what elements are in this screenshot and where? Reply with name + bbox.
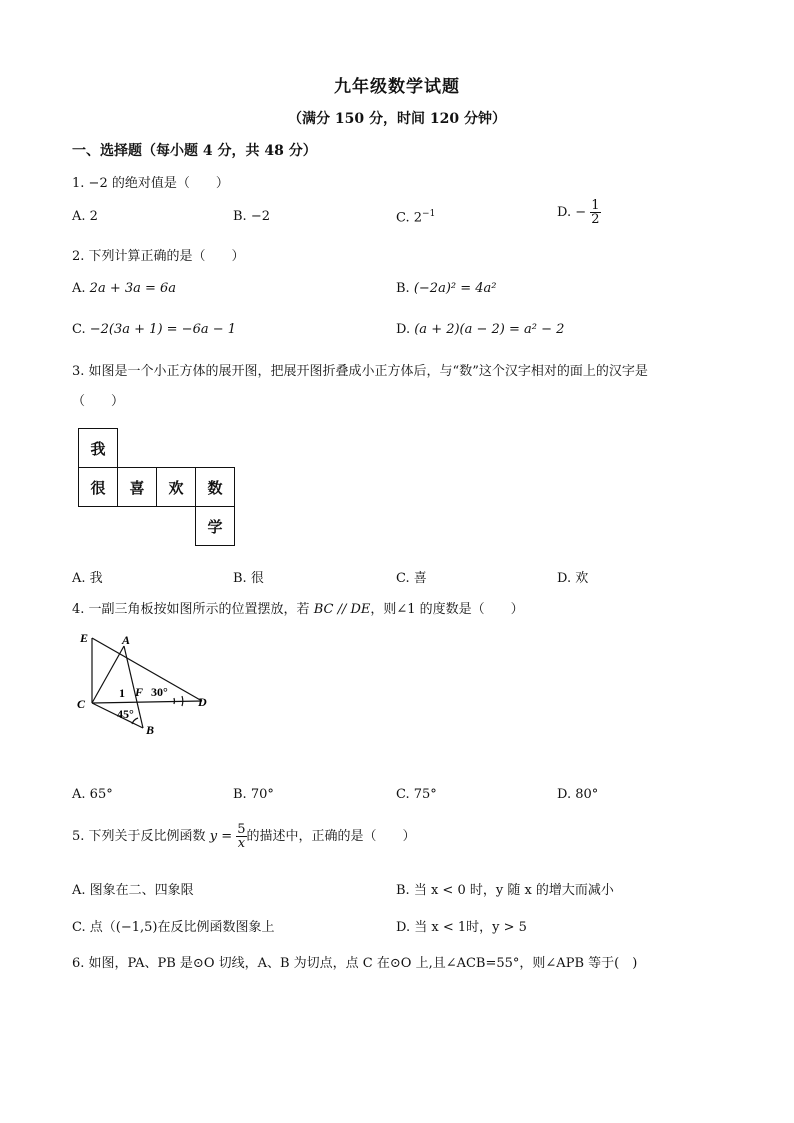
option-label: A. <box>72 209 86 224</box>
numerator: 5 <box>237 822 246 837</box>
option-text: 我 <box>89 571 103 586</box>
net-cell-3: 喜 <box>117 467 157 507</box>
q4-option-b <box>233 787 274 802</box>
q2-text: 下列计算正确的是（ ） <box>88 249 245 264</box>
option-text: 欢 <box>575 571 589 586</box>
q1-option-c <box>396 209 435 225</box>
q5-option-a <box>72 879 194 898</box>
q2-option-b <box>396 281 497 296</box>
label-45deg: 45° <box>117 707 134 721</box>
option-label: A. <box>72 883 86 898</box>
q3-text: 如图是一个小正方体的展开图，把展开图折叠成小正方体后，与“数”这个汉字相对的面上的汉字是 <box>88 364 648 379</box>
q4-number: 4. <box>72 602 85 617</box>
q2-option-d <box>396 322 564 337</box>
label-a: A <box>122 633 131 647</box>
page-subtitle: （满分 150 分，时间 120 分钟） <box>288 111 506 127</box>
option-text: 2 <box>413 210 423 226</box>
q2-option-a <box>72 281 176 296</box>
label-c: C <box>77 697 86 711</box>
denominator: 2 <box>591 212 600 227</box>
page-title: 九年级数学试题 <box>334 77 460 97</box>
q5-stem <box>72 823 416 850</box>
line-cd <box>92 701 202 703</box>
option-text: 图象在二、四象限 <box>89 883 194 898</box>
q3-option-c <box>396 567 427 586</box>
net-cell-6: 学 <box>195 506 235 546</box>
option-text: −2(3a + 1) = −6a − 1 <box>89 322 237 337</box>
option-text: 点（(−1,5)在反比例函数图象上 <box>89 920 275 935</box>
option-text: 喜 <box>413 571 427 586</box>
q4-text-post: ，则∠1 的度数是（ ） <box>370 602 524 617</box>
net-cell-5: 数 <box>195 467 235 507</box>
q5-fraction <box>236 823 246 850</box>
label-f: F <box>135 685 144 699</box>
net-cell-4: 欢 <box>156 467 196 507</box>
q3-blank: （ ） <box>72 394 125 409</box>
option-label: B. <box>233 571 247 586</box>
q4-text-math: BC // DE <box>313 602 371 617</box>
option-label: C. <box>396 787 410 802</box>
numerator: 1 <box>591 198 600 213</box>
q1-stem <box>72 172 229 191</box>
option-text: (a + 2)(a − 2) = a² − 2 <box>414 322 565 337</box>
option-label: B. <box>396 281 410 296</box>
option-text: 2a + 3a = 6a <box>89 281 177 296</box>
q4-stem <box>72 598 524 617</box>
q3-number: 3. <box>72 364 85 379</box>
label-d: D <box>198 695 207 709</box>
option-text: 75° <box>413 787 437 802</box>
q3-option-d <box>557 567 588 586</box>
option-label: B. <box>396 883 410 898</box>
q6-text: 如图，PA、PB 是⊙O 切线，A、B 为切点，点 C 在⊙O 上,且∠ACB=55°，则∠APB 等于( ) <box>88 956 638 971</box>
q4-option-a <box>72 787 113 802</box>
q5-number: 5. <box>72 829 85 844</box>
q5-option-b <box>396 879 614 898</box>
q3-stem <box>72 360 648 379</box>
option-text: −2 <box>250 209 270 224</box>
section-heading: 一、选择题（每小题 4 分，共 48 分） <box>72 143 317 159</box>
q1-option-a <box>72 209 98 224</box>
net-cell-2: 很 <box>78 467 118 507</box>
label-b: B <box>146 723 155 737</box>
option-label: C. <box>72 322 86 337</box>
q2-number: 2. <box>72 249 85 264</box>
option-label: A. <box>72 787 86 802</box>
q1-text: −2 的绝对值是（ ） <box>88 176 229 191</box>
fraction <box>590 199 600 226</box>
option-label: D. <box>557 787 572 802</box>
q5-equals: = <box>221 829 233 844</box>
denominator: x <box>237 836 246 851</box>
minus-sign: − <box>575 205 587 220</box>
option-text: 当 x < 0 时，y 随 x 的增大而减小 <box>413 883 614 898</box>
option-label: C. <box>396 571 410 586</box>
option-text: (−2a)² = 4a² <box>413 281 497 296</box>
option-text: 70° <box>250 787 274 802</box>
q3-option-a <box>72 567 103 586</box>
q2-stem <box>72 245 245 264</box>
option-label: D. <box>396 920 411 935</box>
q5-option-d <box>396 916 527 935</box>
option-text: 当 x < 1时，y > 5 <box>414 920 527 935</box>
q1-option-b <box>233 209 270 224</box>
option-label: D. <box>557 205 572 220</box>
q3-option-b <box>233 567 264 586</box>
option-label: B. <box>233 787 247 802</box>
q2-option-c <box>72 322 236 337</box>
q6-stem <box>72 952 637 971</box>
option-label: C. <box>396 210 410 226</box>
option-label: B. <box>233 209 247 224</box>
q6-number: 6. <box>72 956 85 971</box>
label-e: E <box>80 631 89 645</box>
option-text: 80° <box>575 787 599 802</box>
q1-option-d <box>557 199 601 226</box>
q4-text-pre: 一副三角板按如图所示的位置摆放，若 <box>88 602 310 617</box>
option-label: A. <box>72 281 86 296</box>
option-text: 65° <box>89 787 113 802</box>
net-cell-1: 我 <box>78 428 118 468</box>
q5-var-y: y <box>209 829 218 844</box>
option-text: 2 <box>89 209 98 224</box>
option-label: A. <box>72 571 86 586</box>
label-30deg: 30° <box>151 685 168 699</box>
q4-option-c <box>396 787 437 802</box>
option-text: 很 <box>250 571 264 586</box>
option-label: C. <box>72 920 86 935</box>
q5-text-pre: 下列关于反比例函数 <box>88 829 206 844</box>
option-label: D. <box>396 322 411 337</box>
line-ed <box>92 638 202 701</box>
q5-text-post: 的描述中，正确的是（ ） <box>246 829 416 844</box>
option-label: D. <box>557 571 572 586</box>
q4-option-d <box>557 787 598 802</box>
exponent: −1 <box>422 209 436 219</box>
triangle-figure <box>70 628 220 740</box>
q5-option-c <box>72 916 274 935</box>
q1-number: 1. <box>72 176 85 191</box>
label-angle-1: 1 <box>119 686 125 700</box>
